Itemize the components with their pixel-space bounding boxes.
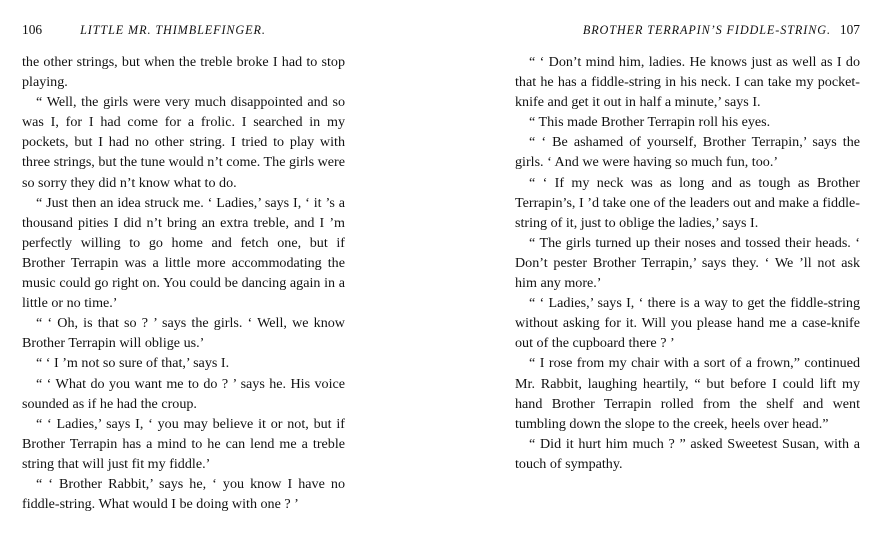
paragraph: “ ‘ Oh, is that so ? ’ says the girls. ‘ Well, we know Brother Terrapin will oblige us.’ [22, 315, 345, 352]
page-right [441, 0, 883, 553]
paragraph: “ The girls turned up their noses and tossed their heads. ‘ Don’t pester Brother Terrapin,’ says they. ‘ We ’ll not ask him any more.’ [515, 234, 860, 292]
paragraph: the other strings, but when the treble broke I had to stop playing. [22, 54, 345, 91]
paragraph: “ ‘ Ladies,’ says I, ‘ you may believe it or not, but if Brother Terrapin has a mind to he can lend me a treble string that will just fit my fiddle.’ [22, 415, 345, 472]
paragraph: “ This made Brother Terrapin roll his eyes. [529, 114, 771, 131]
running-head-right [515, 22, 860, 42]
body-text-right [515, 52, 860, 474]
page-number-right: 107 [839, 22, 860, 37]
paragraph: “ ‘ Don’t mind him, ladies. He knows just as well as I do that he has a fiddle-string in his neck. I can take my pocket-knife and get it out in half a minute,’ says I. [515, 54, 860, 111]
paragraph: “ Just then an idea struck me. ‘ Ladies,’ says I, ‘ it ’s a thousand pities I did n’t bring an extra treble, and I ’m perfectly willing to go home and fetch one, but if Brother Terrapin was a little more accommodating the music could go right on. You could be dancing again in a little or no time.’ [22, 194, 345, 312]
paragraph: “ Well, the girls were very much disappointed and so was I, for I had come for a frolic. I searched in my pockets, but I had no other string. I tried to play with three strings, but the tune would n’t come. The girls were so sorry they did n’t know what to do. [22, 94, 345, 191]
page-number-left: 106 [22, 22, 43, 37]
running-head-left [22, 22, 345, 42]
paragraph: “ I rose from my chair with a sort of a frown,” continued Mr. Rabbit, laughing heartily, “ but before I could lift my hand Brother Terrapin rolled from the shelf and went tumbling down the slope to the creek, heels over head.” [515, 355, 860, 432]
page-left [0, 0, 441, 553]
paragraph: “ Did it hurt him much ? ” asked Sweetest Susan, with a touch of sympathy. [515, 435, 860, 472]
body-text-left [22, 52, 345, 514]
paragraph: “ ‘ Be ashamed of yourself, Brother Terrapin,’ says the girls. ‘ And we were having so much fun, too.’ [515, 134, 860, 171]
paragraph: “ ‘ Brother Rabbit,’ says he, ‘ you know I have no fiddle-string. What would I be doing with one ? ’ [22, 475, 345, 513]
paragraph: “ ‘ Ladies,’ says I, ‘ there is a way to get the fiddle-string without asking for it. Will you please hand me a case-knife out of the cupboard there ? ’ [515, 295, 860, 352]
paragraph: “ ‘ What do you want me to do ? ’ says he. His voice sounded as if he had the croup. [22, 375, 345, 412]
running-head-title-right: BROTHER TERRAPIN’S FIDDLE-STRING. [582, 23, 831, 37]
running-head-title-left: LITTLE MR. THIMBLEFINGER. [80, 23, 266, 37]
paragraph: “ ‘ I ’m not so sure of that,’ says I. [36, 355, 230, 372]
paragraph: “ ‘ If my neck was as long and as tough as Brother Terrapin’s, I ’d take one of the leaders out and make a fiddle-string of it, just to oblige the ladies,’ says I. [515, 174, 860, 231]
